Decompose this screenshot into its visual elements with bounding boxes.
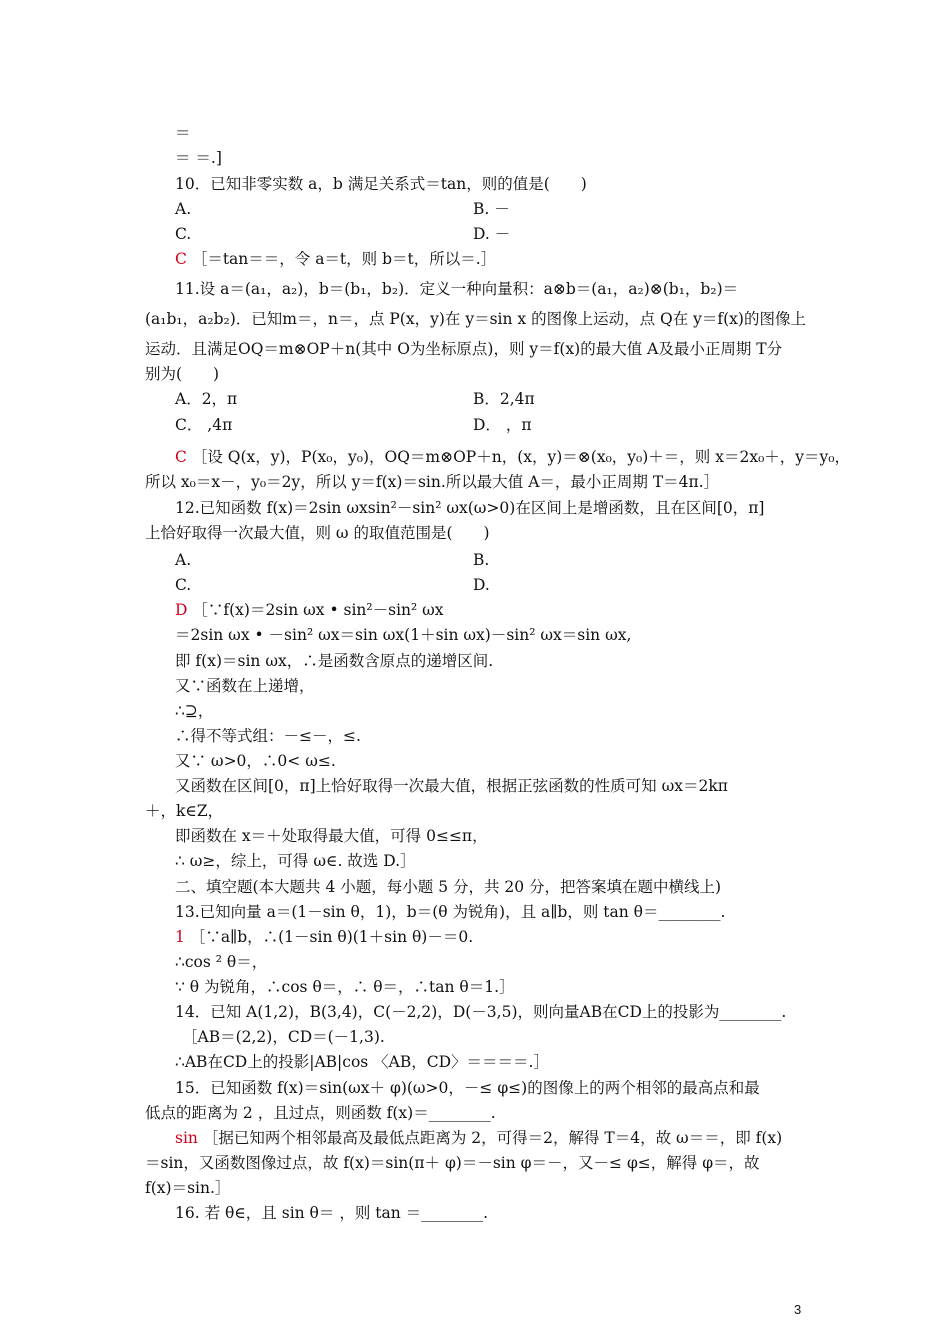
line-text: ∴⊇， <box>175 702 214 720</box>
option-0: C． ,4π <box>175 416 233 434</box>
text-line <box>175 1203 488 1223</box>
text-line <box>175 625 631 645</box>
line-text: ∴ ω≥，综上，可得 ω∈. 故选 D.］ <box>175 852 416 870</box>
line-text: ＝ ＝.] <box>175 149 222 167</box>
line-text: f(x)＝sin.］ <box>145 1179 231 1197</box>
text-line <box>175 1128 782 1148</box>
text-line <box>145 1153 760 1173</box>
line-text: ＋，k∈Z， <box>145 802 224 820</box>
text-line <box>175 447 850 467</box>
text-line <box>175 877 721 897</box>
text-line <box>175 902 725 922</box>
line-text: 即 f(x)＝sin ωx，∴是函数含原点的递增区间. <box>175 652 494 670</box>
line-text: ∵ θ 为锐角，∴cos θ＝，∴ θ＝，∴tan θ＝1.］ <box>175 978 515 996</box>
text-line <box>175 751 336 771</box>
text-line <box>175 1002 786 1022</box>
option-0: C. <box>175 576 192 594</box>
line-text: ＝ <box>175 124 191 142</box>
option-0: C. <box>175 225 192 243</box>
option-1: D. － <box>473 225 511 243</box>
line-text: ＝2sin ωx • －sin² ωx＝sin ωx(1＋sin ωx)－sin² ωx＝sin ωx, <box>175 626 632 644</box>
line-text: ∴AB在CD上的投影|AB|cos 〈AB，CD〉＝＝＝＝.］ <box>175 1053 549 1071</box>
option-1: B. － <box>473 200 510 218</box>
line-text: ［AB＝(2,2)，CD＝(－1,3). <box>182 1028 385 1046</box>
answer-label: C <box>175 448 187 466</box>
line-text: ∴cos ² θ＝， <box>175 953 268 971</box>
line-text: ＝sin，又函数图像过点，故 f(x)＝sin(π＋ φ)＝－sin φ＝－，又－≤ φ≤，解得 φ＝，故 <box>145 1154 760 1172</box>
line-text: ［据已知两个相邻最高及最低点距离为 2，可得＝2，解得 T＝4，故 ω＝＝，即 f(x) <box>202 1129 783 1147</box>
text-line <box>145 523 490 543</box>
text-line <box>175 851 416 871</box>
text-line <box>175 701 213 721</box>
line-text: 15．已知函数 f(x)＝sin(ωx＋ φ)(ω>0，－≤ φ≤)的图像上的两个相邻的最高点和最 <box>175 1079 760 1097</box>
line-text: 10．已知非零实数 a，b 满足关系式＝tan，则的值是( ) <box>175 175 587 193</box>
line-text: 上恰好取得一次最大值，则 ω 的取值范围是( ) <box>145 524 490 542</box>
line-text: ［设 Q(x，y)，P(x₀，y₀)，OQ＝m⊗OP＋n，(x，y)＝⊗(x₀，y₀)＋＝，则 x＝2x₀＋，y＝y₀， <box>191 448 851 466</box>
text-line <box>175 776 728 796</box>
line-text: ∴得不等式组：－≤－，≤. <box>175 727 361 745</box>
text-line <box>175 977 515 997</box>
text-line <box>175 927 473 947</box>
text-line <box>145 309 806 329</box>
line-text: 即函数在 x＝＋处取得最大值，可得 0≤≤π， <box>175 827 488 845</box>
text-line <box>175 279 738 299</box>
answer-label: C <box>175 250 187 268</box>
option-0: A．2，π <box>175 390 238 408</box>
answer-label: sin <box>175 1129 198 1147</box>
text-line <box>175 498 764 518</box>
option-1: B．2,4π <box>473 390 535 408</box>
line-text: 又函数在区间[0，π]上恰好取得一次最大值，根据正弦函数的性质可知 ωx＝2kπ <box>175 777 728 795</box>
page-number: 3 <box>794 1302 802 1317</box>
line-text: 二、填空题(本大题共 4 小题，每小题 5 分，共 20 分，把答案填在题中横线上) <box>175 878 722 896</box>
line-text: 12.已知函数 f(x)＝2sin ωxsin²－sin² ωx(ω>0)在区间上是增函数，且在区间[0，π] <box>175 499 765 517</box>
text-line <box>175 1052 549 1072</box>
text-line <box>175 826 488 846</box>
option-1: D． ，π <box>473 416 532 434</box>
line-text: (a₁b₁，a₂b₂)．已知m＝，n＝，点 P(x，y)在 y＝sin x 的图像上运动，点 Q在 y＝f(x)的图像上 <box>145 310 806 328</box>
text-line <box>145 339 782 359</box>
text-line <box>145 1103 496 1123</box>
option-1: D. <box>473 576 490 594</box>
line-text: 16. 若 θ∈，且 sin θ＝ ，则 tan ＝________. <box>175 1204 489 1222</box>
line-text: 11.设 a＝(a₁，a₂)，b＝(b₁，b₂)．定义一种向量积：a⊗b＝(a₁，a₂)⊗(b₁，b₂)＝ <box>175 280 739 298</box>
line-text: 别为( ) <box>145 365 220 383</box>
text-line <box>175 148 222 168</box>
text-line <box>175 1078 760 1098</box>
line-text: ［＝tan＝＝，令 a＝t，则 b＝t，所以＝.］ <box>191 250 497 268</box>
line-text: 13.已知向量 a＝(1－sin θ，1)，b＝(θ 为锐角)，且 a∥b，则 tan θ＝________. <box>175 903 726 921</box>
line-text: ［∵a∥b，∴(1－sin θ)(1＋sin θ)－＝0. <box>189 928 474 946</box>
text-line <box>175 952 267 972</box>
text-line <box>175 600 444 620</box>
line-text: ［∵f(x)＝2sin ωx • sin²－sin² ωx <box>192 601 444 619</box>
option-0: A. <box>175 551 192 569</box>
line-text: 低点的距离为 2 ，且过点，则函数 f(x)＝________. <box>145 1104 496 1122</box>
text-line <box>175 651 493 671</box>
line-text: 运动．且满足OQ＝m⊗OP＋n(其中 O为坐标原点)，则 y＝f(x)的最大值 A及最小正周期 T分 <box>145 340 783 358</box>
answer-label: 1 <box>175 928 185 946</box>
option-1: B. <box>473 551 490 569</box>
line-text: 所以 x₀＝x－，y₀＝2y，所以 y＝f(x)＝sin.所以最大值 A＝，最小正周期 T＝4π.］ <box>145 473 720 491</box>
text-line <box>175 726 361 746</box>
line-text: 又∵函数在上递增， <box>175 677 315 695</box>
text-line <box>175 123 191 143</box>
line-text: 14．已知 A(1,2)，B(3,4)，C(－2,2)，D(－3,5)，则向量AB在CD上的投影为________. <box>175 1003 787 1021</box>
text-line <box>182 1027 385 1047</box>
answer-label: D <box>175 601 188 619</box>
text-line <box>145 801 223 821</box>
text-line <box>175 676 315 696</box>
text-line <box>145 364 219 384</box>
text-line <box>145 1178 230 1198</box>
text-line <box>175 249 496 269</box>
option-0: A. <box>175 200 192 218</box>
text-line <box>145 472 719 492</box>
text-line <box>175 174 587 194</box>
line-text: 又∵ ω>0，∴0< ω≤. <box>175 752 336 770</box>
